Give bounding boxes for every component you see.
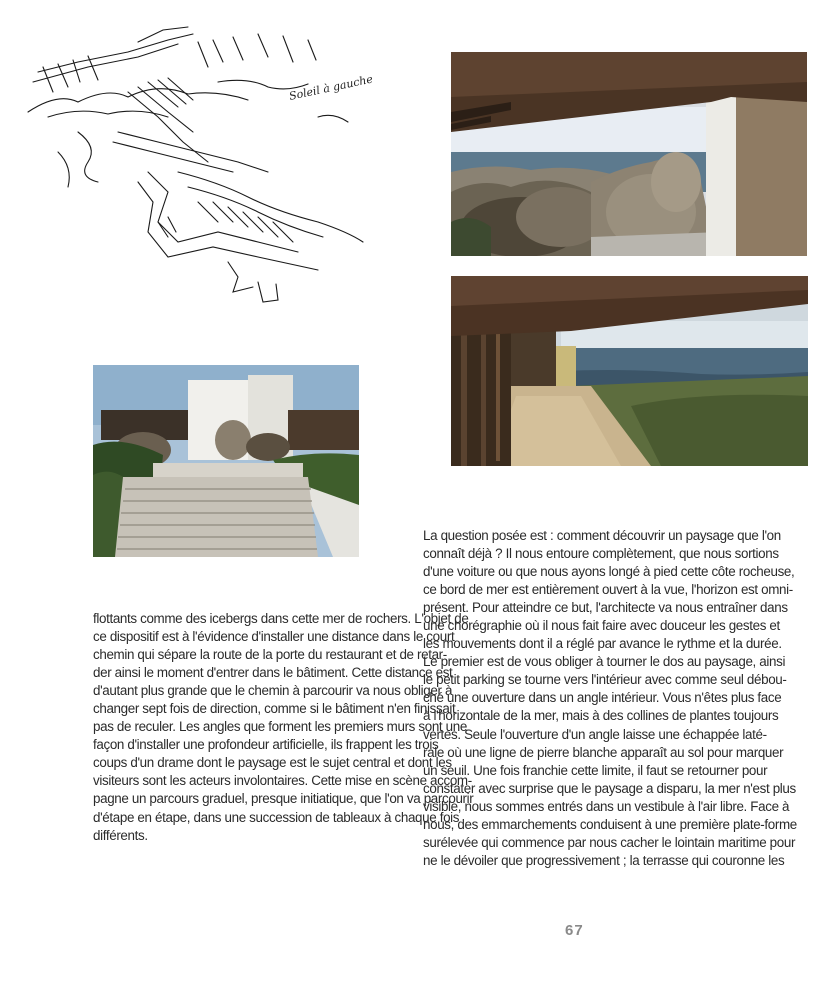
- text-line: changer sept fois de direction, comme si le bâtiment n'en finissait: [93, 701, 456, 717]
- text-line: une chorégraphie où il nous fait faire avec douceur les gestes et: [423, 618, 780, 634]
- text-line: flottants comme des icebergs dans cette mer de rochers. L'objet de: [93, 611, 469, 626]
- page-number: 67: [565, 922, 584, 939]
- text-line: ce bord de mer est entièrement ouvert à la vue, l'horizon est omni-: [423, 582, 793, 598]
- photo-building-stairs: [93, 365, 359, 557]
- text-line: vertes. Seule l'ouverture d'un angle laisse une échappée laté-: [423, 726, 767, 742]
- text-line: ce dispositif est à l'évidence d'installer une distance dans le court: [93, 629, 455, 645]
- text-line: d'autant plus grande que le chemin à parcourir va nous obliger à: [93, 683, 453, 699]
- text-line: La question posée est : comment découvrir un paysage que l'on: [423, 528, 781, 543]
- text-line: Le premier est de vous obliger à tourner le dos au paysage, ainsi: [423, 654, 786, 670]
- text-line: les mouvements dont il a réglé par avance le rythme et la durée.: [423, 636, 782, 652]
- photo-terrace-rocks: [451, 52, 807, 256]
- text-column-left: [93, 610, 474, 845]
- text-line: d'une voiture ou que nous ayons longé à pied cette côte rocheuse,: [423, 564, 795, 580]
- text-column-right: [423, 527, 797, 870]
- text-line: constater avec surprise que le paysage a disparu, la mer n'est plus: [423, 780, 796, 796]
- text-line: un seuil. Une fois franchie cette limite, il faut se retourner pour: [423, 762, 768, 778]
- text-line: der ainsi le moment d'entrer dans le bâtiment. Cette distance est: [93, 665, 453, 681]
- text-line: surélevée qui commence par nous cacher le lointain maritime pour: [423, 834, 796, 850]
- text-line: ché une ouverture dans un angle intérieur. Vous n'êtes plus face: [423, 690, 782, 706]
- text-line: connaît déjà ? Il nous entoure complètement, que nous sortions: [423, 546, 779, 562]
- text-line: ne le dévoiler que progressivement ; la terrasse qui couronne les: [423, 852, 785, 868]
- photo-terrace-sea: [451, 276, 808, 466]
- architectural-sketch: [18, 22, 388, 317]
- text-line: rale où une ligne de pierre blanche apparaît au sol pour marquer: [423, 744, 784, 760]
- text-line: d'étape en étape, dans une succession de tableaux à chaque fois: [93, 809, 460, 825]
- text-line: visible, nous sommes entrés dans un vestibule à l'air libre. Face à: [423, 798, 790, 814]
- text-line: coups d'un drame dont le paysage est le sujet central et dont les: [93, 755, 452, 771]
- text-line: pagne un parcours graduel, presque initiatique, que l'on va parcourir: [93, 791, 474, 807]
- text-line: pas de reculer. Les angles que forment les premiers murs sont une: [93, 719, 467, 735]
- text-line: visiteurs sont les acteurs involontaires. Cette mise en scène accom-: [93, 773, 472, 789]
- sketch-annotation: Soleil à gauche: [287, 72, 374, 103]
- text-line: différents.: [93, 827, 148, 843]
- text-line: façon d'installer une profondeur artificielle, ils frappent les trois: [93, 737, 439, 753]
- text-line: à l'horizontale de la mer, mais à des collines de plantes toujours: [423, 708, 779, 724]
- text-line: le petit parking se tourne vers l'intérieur avec comme seul débou-: [423, 672, 787, 688]
- text-line: présent. Pour atteindre ce but, l'architecte va nous entraîner dans: [423, 600, 788, 616]
- text-line: chemin qui sépare la route de la porte du restaurant et de retar-: [93, 647, 447, 663]
- text-line: nous, des emmarchements conduisent à une première plate-forme: [423, 816, 797, 832]
